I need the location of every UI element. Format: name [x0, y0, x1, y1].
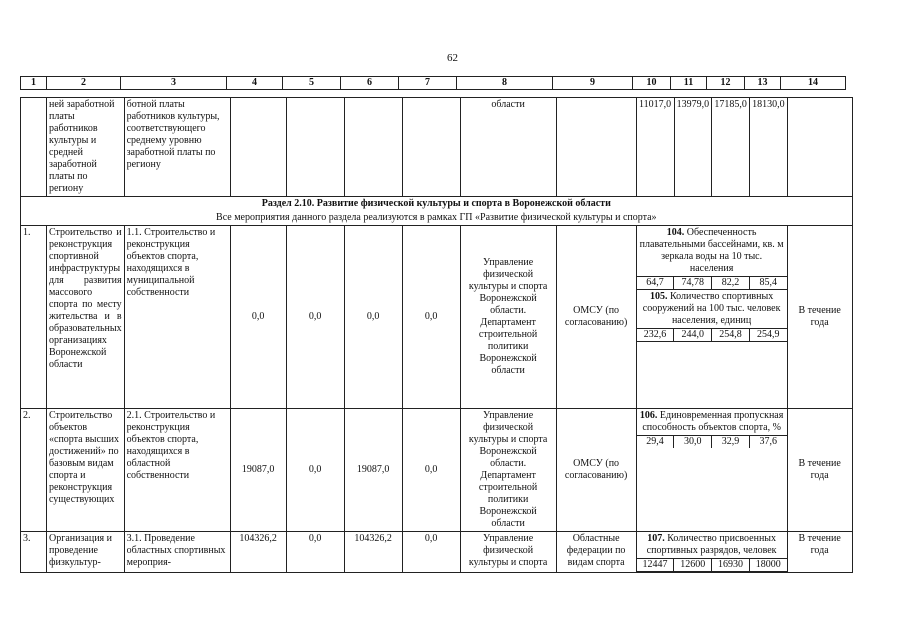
indicator-cell — [636, 532, 787, 573]
cell-value: 13979,0 — [674, 98, 712, 197]
indicator-values — [637, 435, 787, 448]
cell-co-executor: ОМСУ (по согласованию) — [556, 226, 636, 409]
section-title: Раздел 2.10. Развитие физической культуры и спорта в Воронежской области — [21, 197, 853, 212]
column-number: 7 — [399, 77, 457, 90]
indicator-title — [637, 290, 787, 328]
indicator-text: Количество присвоенных спортивных разрядов, человек — [646, 533, 777, 556]
cell-activity: 1.1. Строительство и реконструкция объектов спорта, находящихся в муниципальной собственности — [124, 226, 230, 409]
indicator-number: 104. — [666, 227, 685, 238]
cell-name: Организация и проведение физкультур- — [47, 532, 125, 573]
table-row — [21, 98, 853, 197]
row-number: 3. — [21, 532, 47, 573]
indicator-text: Обеспеченность плавательными бассейнами, кв. м зеркала воды на 10 тыс. населения — [639, 227, 784, 274]
column-number: 3 — [121, 77, 227, 90]
indicator-title — [637, 532, 787, 558]
cell-term: В течение года — [787, 532, 852, 573]
section-title-row — [21, 197, 853, 212]
indicator-number: 107. — [647, 533, 665, 544]
cell-term: В течение года — [787, 226, 852, 409]
cell-activity: ботной платы работников культуры, соответствующего среднему уровню заработной платы по региону — [124, 98, 230, 197]
cell-value: 104326,2 — [230, 532, 286, 573]
row-number: 1. — [21, 226, 47, 409]
indicator-value: 244,0 — [674, 329, 712, 341]
cell-value: 0,0 — [230, 226, 286, 409]
cell-activity: 3.1. Проведение областных спортивных мероприя- — [124, 532, 230, 573]
section-subtitle-row — [21, 211, 853, 226]
cell-name: Строительство и реконструкция спортивной инфраструктуры для развития массового спорта по месту жительства и в образовательных организациях Воронежской области — [47, 226, 125, 409]
cell-value: 0,0 — [286, 532, 344, 573]
indicator-value: 12600 — [674, 559, 712, 571]
table-row — [21, 409, 853, 532]
cell-value: 19087,0 — [230, 409, 286, 532]
cell-value: 104326,2 — [344, 532, 402, 573]
column-number: 14 — [781, 77, 846, 90]
indicator-number: 106. — [639, 410, 658, 421]
table-row — [21, 532, 853, 573]
indicator-value: 85,4 — [759, 277, 777, 288]
cell-value: 0,0 — [344, 226, 402, 409]
cell-activity: 2.1. Строительство и реконструкция объектов спорта, находящихся в областной собственности — [124, 409, 230, 532]
indicator-value: 30,0 — [674, 436, 712, 448]
indicator-value: 37,6 — [759, 436, 777, 447]
indicator-value: 12447 — [637, 559, 675, 571]
cell-term: В течение года — [787, 409, 852, 532]
indicator-value: 254,8 — [712, 329, 750, 341]
column-number: 6 — [341, 77, 399, 90]
cell-executor: области — [460, 98, 556, 197]
column-header-table — [20, 76, 846, 90]
column-header-row — [21, 77, 846, 90]
program-table — [20, 97, 853, 573]
indicator-text: Количество спортивных сооружений на 100 тыс. человек населения, единиц — [642, 291, 781, 326]
indicator-value: 32,9 — [712, 436, 750, 448]
indicator-values — [637, 328, 787, 342]
indicator-value: 16930 — [712, 559, 750, 571]
indicator-values — [637, 558, 787, 572]
cell-value: 0,0 — [402, 409, 460, 532]
column-number: 12 — [707, 77, 745, 90]
cell-value: 11017,0 — [636, 98, 674, 197]
cell-value: 0,0 — [286, 226, 344, 409]
column-number: 5 — [283, 77, 341, 90]
cell-value: 0,0 — [286, 409, 344, 532]
cell-executor: Управление физической культуры и спорта Воронежской области. Департамент строительной политики Воронежской области — [460, 409, 556, 532]
cell-co-executor: ОМСУ (по согласованию) — [556, 409, 636, 532]
column-number: 4 — [227, 77, 283, 90]
indicator-text: Единовременная пропускная способность объектов спорта, % — [642, 410, 784, 433]
column-number: 8 — [457, 77, 553, 90]
cell-value: 0,0 — [402, 226, 460, 409]
table-row — [21, 226, 853, 409]
cell-value: 0,0 — [402, 532, 460, 573]
cell-co-executor: Областные федерации по видам спорта — [556, 532, 636, 573]
cell-name: ней заработной платы работников культуры и средней заработной платы по региону — [47, 98, 125, 197]
indicator-title — [637, 226, 787, 276]
column-number: 13 — [745, 77, 781, 90]
indicator-number: 105. — [649, 291, 668, 302]
indicator-value: 254,9 — [756, 329, 780, 340]
cell-executor: Управление физической культуры и спорта Воронежской области. Департамент строительной политики Воронежской области — [460, 226, 556, 409]
indicator-value: 18000 — [755, 559, 781, 570]
column-number: 10 — [633, 77, 671, 90]
indicator-value: 64,7 — [637, 277, 675, 289]
indicator-title — [637, 409, 787, 435]
indicator-value: 74,78 — [674, 277, 712, 289]
column-number: 9 — [553, 77, 633, 90]
cell-value: 18130,0 — [750, 98, 788, 197]
column-number: 1 — [21, 77, 47, 90]
indicator-cell — [636, 409, 787, 532]
indicator-value: 29,4 — [637, 436, 675, 448]
indicator-cell — [636, 226, 787, 409]
row-number: 2. — [21, 409, 47, 532]
column-number: 11 — [671, 77, 707, 90]
cell-name: Строительство объектов «спорта высших достижений» по базовым видам спорта и реконструкция существующих — [47, 409, 125, 532]
indicator-values — [637, 276, 787, 290]
cell-value: 17185,0 — [712, 98, 750, 197]
page-number: 62 — [447, 52, 458, 64]
cell-value: 19087,0 — [344, 409, 402, 532]
cell-executor: Управление физической культуры и спорта — [460, 532, 556, 573]
section-subtitle: Все мероприятия данного раздела реализуются в рамках ГП «Развитие физической культуры и спорта» — [21, 211, 853, 226]
column-number: 2 — [47, 77, 121, 90]
indicator-value: 82,2 — [712, 277, 750, 289]
indicator-value: 232,6 — [637, 329, 675, 341]
